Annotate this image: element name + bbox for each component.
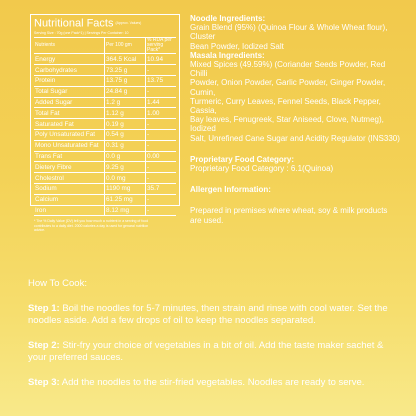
nutrition-row [34,54,176,65]
per-100g-value: 364.5 Kcal [105,54,146,65]
category-heading: Proprietary Food Category: [190,154,295,164]
ingredients-section [190,14,400,225]
nutrition-facts-panel [30,14,180,233]
nutrition-row [34,86,176,97]
masala-ingredients-line: Turmeric, Curry Leaves, Fennel Seeds, Black Pepper, Cassia, [190,96,381,116]
rda-value: - [146,205,177,216]
per-100g-value: 73.25 g [105,65,146,76]
rda-value: 13.75 [146,76,177,87]
nutrient-name: Sodium [34,183,105,194]
how-to-cook-heading: How To Cook: [28,278,87,289]
noodle-ingredients-line: Bean Powder, Iodized Salt [190,41,284,51]
cook-step-2 [28,340,398,364]
nutrient-name: Poly Unsaturated Fat [34,129,105,140]
nutrition-header-row [34,38,176,54]
nutrition-row [34,183,176,194]
per-100g-value: 1.2 g [105,97,146,108]
header-nutrients: Nutrients [34,38,105,54]
rda-value: - [146,65,177,76]
per-100g-value: 0.0 mg [105,173,146,184]
rda-value: 0.00 [146,151,177,162]
nutrient-name: Calcium [34,194,105,205]
per-100g-value: 0.31 g [105,140,146,151]
rda-value: - [146,194,177,205]
nutrition-row [34,173,176,184]
nutrient-name: Mono Unsaturated Fat [34,140,105,151]
nutrient-name: Carbohydrates [34,65,105,76]
per-100g-value: 8.12 mg [105,205,146,216]
cook-step-1 [28,303,398,327]
rda-value: 35.7 [146,183,177,194]
per-100g-value: 24.84 g [105,86,146,97]
nutrition-title [34,17,176,30]
serving-size: Serving Size : 70g (one Pack*1) | Servings Per Container: 10 [34,31,176,38]
allergen-heading: Allergen Information: [190,185,271,195]
rda-value: - [146,86,177,97]
nutrition-row [34,205,176,216]
nutrient-name: Saturated Fat [34,119,105,130]
nutrient-name: Iron [34,205,105,216]
nutrient-name: Total Sugar [34,86,105,97]
nutrition-row [34,194,176,205]
noodle-ingredients-line: Grain Blend (95%) (Quinoa Flour & Whole Wheat flour), Cluster [190,23,388,42]
rda-value: 1.00 [146,108,177,119]
nutrition-row [34,76,176,87]
masala-ingredients-line: Bay leaves, Fenugreek, Star Aniseed, Clove, Nutmeg), Iodized [190,115,384,134]
rda-value: - [146,162,177,173]
per-100g-value: 0.54 g [105,129,146,140]
masala-ingredients-line: Salt, Unrefined Cane Sugar and Acidity Regulator (INS330) [190,133,400,143]
nutrition-row [34,108,176,119]
per-100g-value: 61.25 mg [105,194,146,205]
nutrition-title-suffix: (Approx. Values) [115,21,142,25]
nutrition-row [34,140,176,151]
step-label: Step 2: [28,340,60,351]
rda-value: - [146,173,177,184]
per-100g-value: 13.75 g [105,76,146,87]
rda-value: 10.94 [146,54,177,65]
step-text: Stir-fry your choice of vegetables in a bit of oil. Add the taste maker sachet & your preferred sauces. [28,340,384,363]
nutrition-row [34,162,176,173]
nutrition-row [34,65,176,76]
rda-value: - [146,140,177,151]
per-100g-value: 1.12 g [105,108,146,119]
step-text: Add the noodles to the stir-fried vegetables. Noodles are ready to serve. [59,377,365,388]
per-100g-value: 1190 mg [105,183,146,194]
noodle-ingredients-heading: Noodle Ingredients: [190,14,266,23]
nutrient-name: Total Fat [34,108,105,119]
masala-ingredients-heading: Masala Ingredients: [190,50,265,60]
nutrient-name: Energy [34,54,105,65]
nutrition-title-text: Nutritional Facts [34,17,114,30]
allergen-text: Prepared in premises where wheat, soy & milk products are used. [190,206,388,225]
step-label: Step 3: [28,377,60,388]
rda-value: - [146,129,177,140]
step-label: Step 1: [28,303,60,314]
per-100g-value: 0.0 g [105,151,146,162]
nutrition-table [34,38,176,216]
per-100g-value: 0.19 g [105,119,146,130]
rda-value: 1.44 [146,97,177,108]
nutrition-row [34,129,176,140]
nutrition-footnote: * The % Daily Value (DV) tell you how much a nutrient in a serving of food contributes to a daily diet. 2000 calories a day is used for genaral nutrition advice. [34,219,149,233]
nutrient-name: Protein [34,76,105,87]
nutrient-name: Trans Fat [34,151,105,162]
nutrition-row [34,151,176,162]
per-100g-value: 9.25 g [105,162,146,173]
header-rda: % RDA per serving Pack* [146,38,177,54]
nutrient-name: Added Sugar [34,97,105,108]
rda-value: - [146,119,177,130]
nutrition-row [34,97,176,108]
masala-ingredients-line: Mixed Spices (49.59%) (Coriander Seeds Powder, Red Chilli [190,60,386,79]
nutrition-row [34,119,176,130]
category-text: Proprietary Food Category : 6.1(Quinoa) [190,164,334,174]
nutrition-table-body [34,54,176,216]
cook-step-3 [28,377,398,389]
step-text: Boil the noodles for 5-7 minutes, then strain and rinse with cool water. Set the noodles aside. Add a few drops of oil to keep the noodles separated. [28,303,388,326]
nutrient-name: Cholestrol [34,173,105,184]
masala-ingredients-line: Powder, Onion Powder, Garlic Powder, Ginger Powder, Cumin, [190,78,386,97]
nutrient-name: Dietery Fibre [34,162,105,173]
header-per-100g: Per 100 gm [105,38,146,54]
